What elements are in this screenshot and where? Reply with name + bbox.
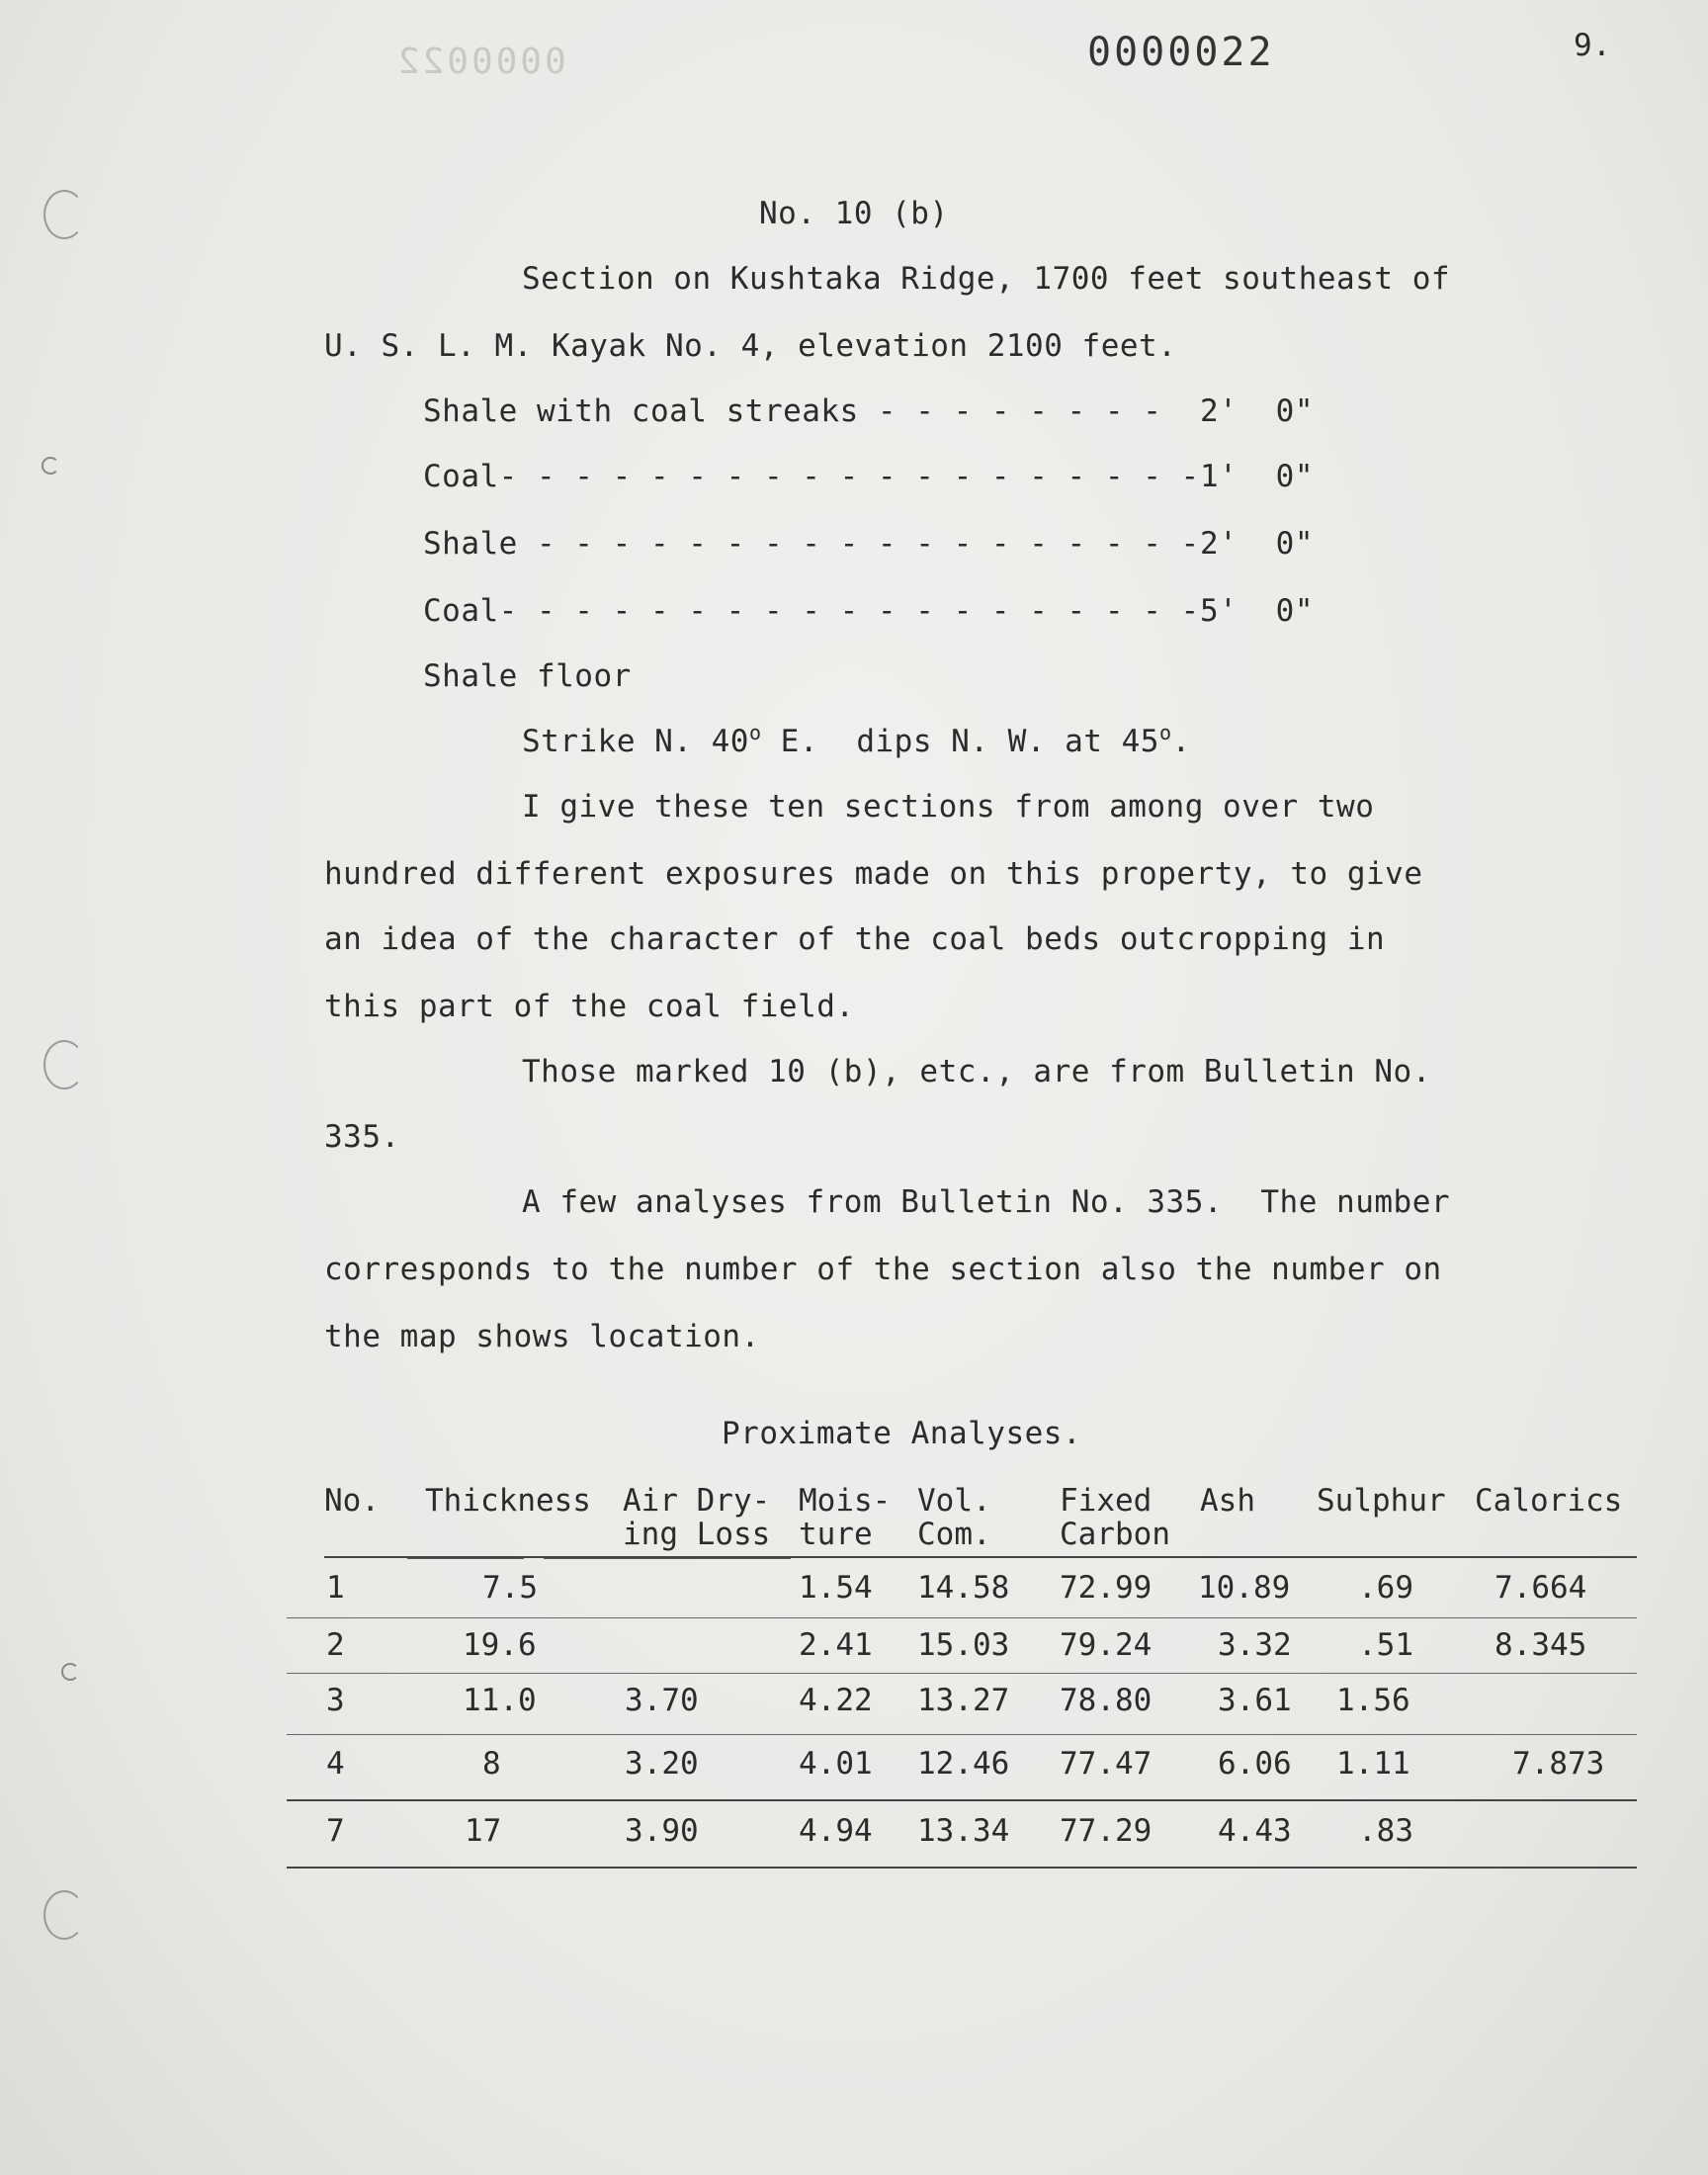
col-header-air-drying-2: ing Loss — [623, 1517, 771, 1552]
table-row-4-no: 4 — [326, 1746, 345, 1782]
table-row-2-thickness: 19.6 — [463, 1627, 537, 1663]
table-row-2-ash: 3.32 — [1218, 1627, 1292, 1663]
table-title: Proximate Analyses. — [722, 1416, 1082, 1451]
section-intro-line-1: Section on Kushtaka Ridge, 1700 feet southeast of — [522, 261, 1451, 297]
bleed-through-number: 0000022 — [395, 42, 566, 82]
bed-3-label: Shale - - - - - - - - - - - - - - - - - - — [423, 526, 1200, 562]
col-header-moisture: Mois- — [799, 1483, 892, 1519]
table-row-5-airdry: 3.90 — [625, 1813, 699, 1849]
table-row-1-ash: 10.89 — [1198, 1570, 1291, 1606]
table-row-5-sulphur: .83 — [1358, 1813, 1413, 1849]
table-row-3-volatile: 13.27 — [917, 1683, 1010, 1718]
table-row-2-calorics: 8.345 — [1494, 1627, 1587, 1663]
table-row-2-sulphur: .51 — [1358, 1627, 1413, 1663]
strike-end: . — [1171, 724, 1191, 759]
bed-2-label: Coal- - - - - - - - - - - - - - - - - - - — [423, 459, 1200, 494]
punch-mark — [42, 457, 59, 475]
section-intro-line-2: U. S. L. M. Kayak No. 4, elevation 2100 feet. — [324, 328, 1177, 364]
header-underline-airdry — [544, 1558, 791, 1559]
paragraph-1-line-2: hundred different exposures made on this property, to give — [324, 856, 1423, 892]
table-row-2-moisture: 2.41 — [799, 1627, 873, 1663]
paragraph-3-line-1: A few analyses from Bulletin No. 335. The number — [522, 1184, 1451, 1220]
table-row-1-moisture: 1.54 — [799, 1570, 873, 1606]
row-rule-3 — [287, 1734, 1637, 1735]
table-row-3-ash: 3.61 — [1218, 1683, 1292, 1718]
col-header-fixed-carbon: Fixed — [1060, 1483, 1153, 1519]
header-rule — [324, 1556, 1637, 1558]
table-row-4-sulphur: 1.11 — [1336, 1746, 1410, 1782]
col-header-ash: Ash — [1200, 1483, 1255, 1519]
table-row-5-no: 7 — [326, 1813, 345, 1849]
col-header-sulphur: Sulphur — [1317, 1483, 1446, 1519]
strike-dip-note — [522, 721, 1191, 759]
col-header-moisture-2: ture — [799, 1517, 873, 1552]
bed-4-thickness: 5' 0" — [1200, 593, 1314, 629]
paragraph-1-line-1: I give these ten sections from among over two — [522, 789, 1375, 825]
paragraph-1-line-4: this part of the coal field. — [324, 989, 855, 1024]
section-title: No. 10 (b) — [759, 196, 949, 231]
col-header-air-drying: Air Dry- — [623, 1483, 771, 1519]
table-row-5-ash: 4.43 — [1218, 1813, 1292, 1849]
table-row-3-no: 3 — [326, 1683, 345, 1718]
document-stamp-number: 0000022 — [1087, 30, 1275, 75]
table-row-4-thickness: 8 — [482, 1746, 501, 1782]
header-underline-thickness — [407, 1558, 524, 1559]
punch-hole-top — [43, 190, 85, 239]
table-row-1-volatile: 14.58 — [917, 1570, 1010, 1606]
row-rule-1 — [287, 1617, 1637, 1618]
col-header-calorics: Calorics — [1475, 1483, 1623, 1519]
bed-2-thickness: 1' 0" — [1200, 459, 1314, 494]
col-header-volatile: Vol. — [917, 1483, 991, 1519]
table-row-2-volatile: 15.03 — [917, 1627, 1010, 1663]
page-number: 9. — [1574, 28, 1612, 63]
row-rule-4 — [287, 1799, 1637, 1801]
table-row-4-calorics: 7.873 — [1512, 1746, 1605, 1782]
col-header-thickness: Thickness — [425, 1483, 591, 1519]
table-row-5-fixed-carbon: 77.29 — [1060, 1813, 1153, 1849]
paragraph-2-line-2: 335. — [324, 1119, 400, 1155]
col-header-volatile-2: Com. — [917, 1517, 991, 1552]
table-row-5-moisture: 4.94 — [799, 1813, 873, 1849]
degree-mark-1: o — [748, 721, 762, 744]
table-row-1-calorics: 7.664 — [1494, 1570, 1587, 1606]
table-row-2-fixed-carbon: 79.24 — [1060, 1627, 1153, 1663]
table-row-4-ash: 6.06 — [1218, 1746, 1292, 1782]
table-row-4-volatile: 12.46 — [917, 1746, 1010, 1782]
table-row-2-no: 2 — [326, 1627, 345, 1663]
table-row-1-thickness: 7.5 — [482, 1570, 538, 1606]
table-row-4-moisture: 4.01 — [799, 1746, 873, 1782]
table-row-3-thickness: 11.0 — [463, 1683, 537, 1718]
strike-prefix: Strike N. 40 — [522, 724, 749, 759]
paragraph-3-line-3: the map shows location. — [324, 1319, 760, 1354]
table-row-5-thickness: 17 — [465, 1813, 502, 1849]
bed-4-label: Coal- - - - - - - - - - - - - - - - - - - — [423, 593, 1200, 629]
table-row-1-sulphur: .69 — [1358, 1570, 1413, 1606]
col-header-no: No. — [324, 1483, 380, 1519]
table-bottom-rule — [287, 1867, 1637, 1869]
bed-1-label: Shale with coal streaks - - - - - - - - — [423, 393, 1162, 429]
table-row-1-fixed-carbon: 72.99 — [1060, 1570, 1153, 1606]
col-header-fixed-carbon-2: Carbon — [1060, 1517, 1170, 1552]
strike-mid: E. dips N. W. at 45 — [761, 724, 1159, 759]
degree-mark-2: o — [1158, 721, 1172, 744]
table-row-3-fixed-carbon: 78.80 — [1060, 1683, 1153, 1718]
paragraph-1-line-3: an idea of the character of the coal beds outcropping in — [324, 921, 1386, 957]
table-row-4-airdry: 3.20 — [625, 1746, 699, 1782]
table-row-3-sulphur: 1.56 — [1336, 1683, 1410, 1718]
punch-mark-2 — [61, 1663, 79, 1681]
punch-hole-middle — [43, 1040, 85, 1089]
table-row-4-fixed-carbon: 77.47 — [1060, 1746, 1153, 1782]
bed-3-thickness: 2' 0" — [1200, 526, 1314, 562]
bed-floor: Shale floor — [423, 658, 632, 694]
punch-hole-bottom — [43, 1890, 85, 1940]
table-row-5-volatile: 13.34 — [917, 1813, 1010, 1849]
table-row-1-no: 1 — [326, 1570, 345, 1606]
table-row-3-airdry: 3.70 — [625, 1683, 699, 1718]
paragraph-3-line-2: corresponds to the number of the section also the number on — [324, 1252, 1442, 1287]
table-row-3-moisture: 4.22 — [799, 1683, 873, 1718]
row-rule-2 — [287, 1673, 1637, 1674]
paragraph-2-line-1: Those marked 10 (b), etc., are from Bulletin No. — [522, 1054, 1431, 1089]
bed-1-thickness: 2' 0" — [1200, 393, 1314, 429]
